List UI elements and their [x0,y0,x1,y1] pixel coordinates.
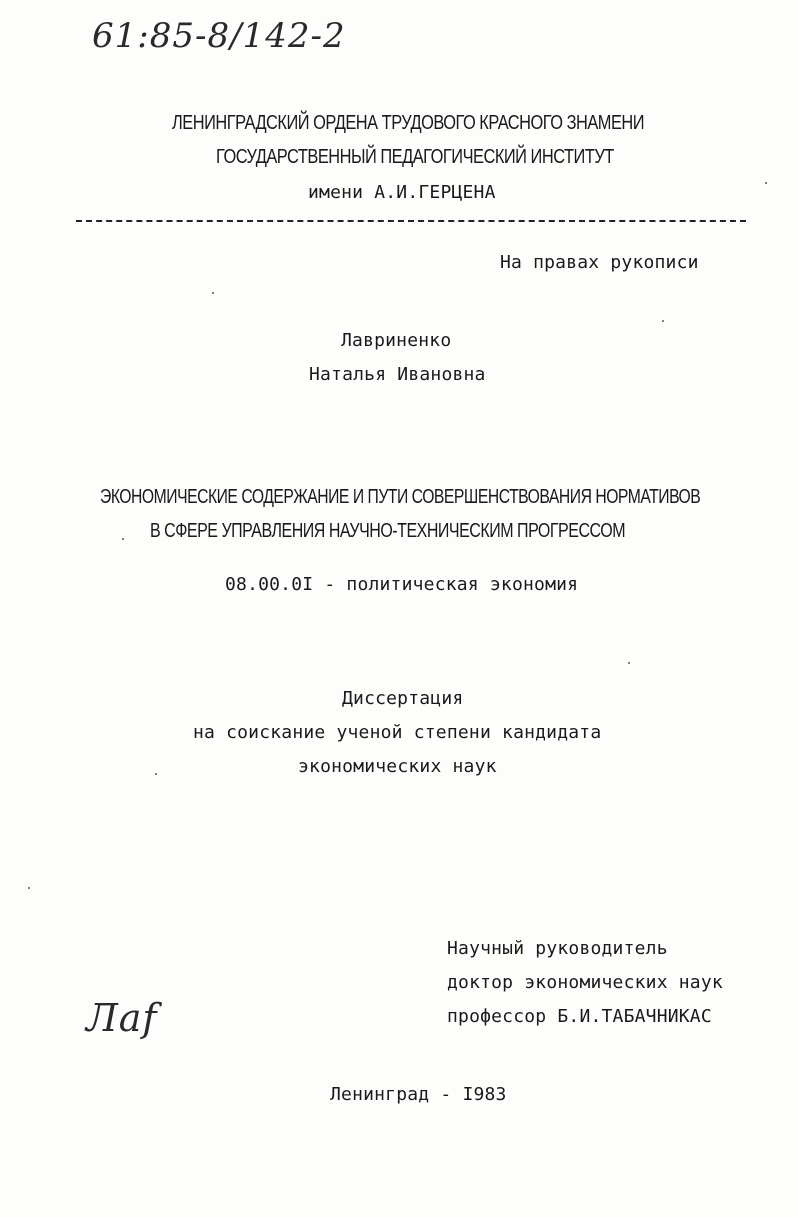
supervisor-title: Научный руководитель [447,938,668,959]
institution-line-3: имени А.И.ГЕРЦЕНА [308,182,496,203]
paper-speck [212,292,214,294]
paper-speck [28,887,30,889]
thesis-title-line-2: В СФЕРЕ УПРАВЛЕНИЯ НАУЧНО-ТЕХНИЧЕСКИМ ПРОГРЕССОМ [150,520,626,542]
author-surname: Лавриненко [341,330,452,351]
author-signature: Лаf [86,996,158,1040]
field-of-science: экономических наук [298,756,497,777]
archive-handwritten-note: 61:85-8/142-2 [92,16,346,56]
author-given-names: Наталья Ивановна [309,364,486,385]
dissertation-label: Диссертация [342,688,464,709]
dashed-separator [76,220,746,226]
rights-note: На правах рукописи [500,252,699,273]
paper-speck [122,538,124,540]
specialty-code: 08.00.0I - политическая экономия [225,574,579,595]
supervisor-degree: доктор экономических наук [447,972,723,993]
place-and-year: Ленинград - I983 [330,1084,507,1105]
paper-speck [155,773,157,775]
thesis-title-line-1: ЭКОНОМИЧЕСКИЕ СОДЕРЖАНИЕ И ПУТИ СОВЕРШЕНСТВОВАНИЯ НОРМАТИВОВ [100,486,701,508]
degree-line: на соискание ученой степени кандидата [193,722,602,743]
supervisor-name: профессор Б.И.ТАБАЧНИКАС [447,1006,712,1027]
paper-speck [628,662,630,664]
paper-speck [662,320,664,322]
institution-line-2: ГОСУДАРСТВЕННЫЙ ПЕДАГОГИЧЕСКИЙ ИНСТИТУТ [216,146,614,168]
paper-speck [765,182,767,184]
institution-line-1: ЛЕНИНГРАДСКИЙ ОРДЕНА ТРУДОВОГО КРАСНОГО ЗНАМЕНИ [172,112,645,134]
